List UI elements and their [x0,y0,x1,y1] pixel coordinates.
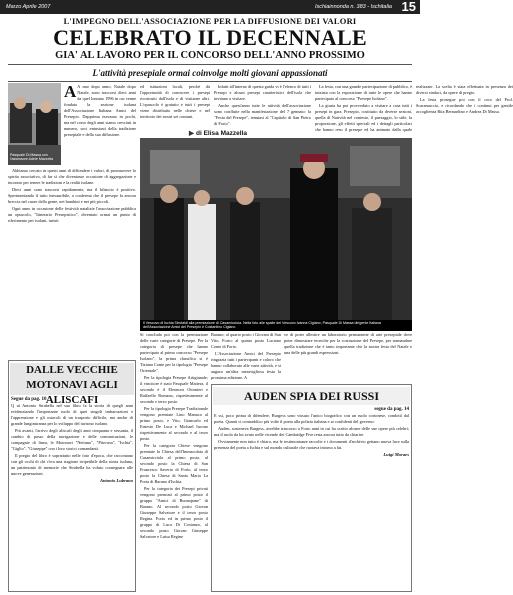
article-column-5 [284,332,412,380]
paragraph: Il pregio del libro è soprattutto nelle foto d'epoca, che raccontano con gli occhi di chi c'era una stagione irripetibile della storia isolana, un patrimonio di memorie che Strabella ha voluto consegnare alle nuove generazioni. [11,453,133,476]
paragraph: Per la tipologia Presepe Artigianale: il vincitore è stato Pasquale Mattera, il secondo è il Eleonora Ottonieri e Raffaello Romano, rispettivamente al secondo e terzo posto. [140,375,208,404]
article-column-3 [140,332,208,594]
paragraph: L'Associazione Amici del Presepio ringrazia tutti i partecipanti e coloro che hanno collaborato alle varie attività, e si augura un'altra meravigliosa festa la prossima edizione. A [211,351,281,380]
paragraph: Per la categoria Chiese vengono premiate la Chiesa dell'Immacolata di Casamicciola al primo posto, al secondo posto la Chiesa di San Francesco Saverio di Forio, al terzo posto la Chiesa di Santa Maria La Porta di Barano d'Ischia. [140,443,208,484]
article-motonavi-author: Antonio Lubrano [99,478,133,483]
article-tagline: L'attività presepiale ormai coinvolge molti giovani appassionati [92,68,328,78]
photo-vescovo-image [140,138,412,320]
article-column-1b [8,168,136,358]
drop-cap: A [64,82,77,101]
paragraph: ed istituzioni locali, perché dà l'opportunità di conoscere i presepi ricostruiti dall'isola e di visitarne altri. L'opuscolo è gratuito e tutti i presepi viene distribuito nelle chiese e nel territorio dei nostri sei comuni. [140,84,210,119]
article-headline: CELEBRATO IL DECENNALE [53,25,367,50]
paragraph: La festa prosegue poi con il coro del Prof. Scaramuccio, e ricordando che i continui per gentile accoglienza Rita Bernardino e Andrea Di Massa. [416,97,513,114]
photo-caption-right: Il Vescovo di Ischia Strofaldi alla premiazione di Casamicciola. Nella foto alle spalle del Vescovo Ivanna Ciglano, Pasquale Di Massa dirigente Italiana dell'Associazione Amici del Presepio e Costantino Ciglano [140,320,412,331]
article-motonavi-body [11,397,133,589]
paragraph: Anche quest'anno tutte le attività dell'associazione sono confluite nella manifestazione del 7 gennaio: la "Festa del Presepe", tenutasi al "Capitolo di San Pietro di Forio". [214,103,311,126]
byline: ▶ di Elisa Mazzella [189,130,247,137]
article-kicker: L'IMPEGNO DELL'ASSOCIAZIONE PER LA DIFFUSIONE DEI VALORI [63,16,357,26]
article-subheadline: GIA' AL LAVORO PER IL CONCORSO DELL'ANNO PROSSIMO [55,50,365,61]
paragraph: Per la tipologia Presepe Tradizionale vengono premiate Lino Manuca al primo posto, e Vito, Giancarlo ed Ernesto De Luca e Michael Iacono rispettivamente al secondo e al terzo posto. [140,406,208,441]
issue-date: Marzo Aprile 2007 [6,4,51,10]
article-motonavi-headline: DALLE VECCHIE MOTONAVI AGLI ALISCAFI [10,363,134,395]
paragraph: A nno dopo anno, Natale dopo Natale, sono trascorsi dieci anni da quel lontano 1996 in cui venne fondata la sezione isolana dell'Associazione Italiana Amici del Presepio. Dapprima eravamo in pochi, ma nel corso degli anni siamo cresciuti in numero, soci entusiasti della tradizione presepiale e della sua diffusione. [64,84,136,137]
photo-caption-left: Pasquale Di Massa con l'assessore Adele Mazzella [10,152,54,161]
divider [8,64,412,65]
article-auden-body [214,407,409,589]
article-column-4 [211,332,281,382]
article-motonavi-kicker: Segue da pag. 10 [11,397,47,402]
paragraph: Abbiamo cercato in questi anni di diffondere i valori, di promuovere lo spirito associativo, di far sì che diventasse occasione di aggregazione e incontro per tenere le tradizioni e la realtà isolane. [8,168,136,185]
paragraph: Q ui Antonio Strabella nel suo libro fa la storia di quegli anni evidenziando l'importante ruolo di quei singoli imbarcazioni e l'apprensione e gli ostacoli di un trasporto difficile, ma anche di grande lungimiranza per lo sviluppo del turismo isolano. [11,403,133,426]
paragraph: E ssi, poco prima di difendere, Burgess sono vissuto l'unico biografico con un ruolo cortonese, condotti dal poeta. Quanti ci contraddico più volte il poeta alla polizia italiana e ai confidenti del governo. [214,413,409,424]
paragraph: ve di poter allestire un laboratorio permanente di arte presepiale dove poter dimostrare tecniche per la costruzione del Presepe, per tramandare quella tradizione che è tanto importante che la nostra festa del Natale e una delle più grandi espressioni. [284,332,412,355]
paragraph: La giuria ha poi provveduto a visitare a casa tutti i presepi in gara. Presepio, costituito da diverse sezioni, quella di Natività nel contesto, il paesaggio, lo stile, la proporzione, gli effetti speciali ed i dettagli particolari che hanno reso il presepe ed ha animato dalla quale realizzate. La scelta è stata effettuata in presenza dei diversi sindaci, da opere di pregio. [315,84,513,132]
paragraph: Barano; al quarto posto i Giovani di San Vito, Forio; al quinto posto Luciano Conte di Forio. [211,332,281,349]
photo-assessore [8,83,61,165]
publication-name: Ischiainnonda n. 383 - Ischitalia [314,4,392,10]
photo-vescovo [140,138,412,320]
article-auden-author: Luigi Moraes [383,452,409,457]
paragraph: Si concluda poi con la premiazione delle varie categorie di Presepe. Per la categoria di presepe che hanno partecipato al primo concorso "Presepe Isolano", la prima classifica si è Tiziana Conte per la tipologia "Presepe Orientale". [140,332,208,373]
article-column-1 [64,84,136,166]
byline-text: di Elisa Mazzella [196,130,247,137]
page-number: 15 [401,0,416,14]
article-column-2 [140,84,210,128]
paragraph: Ogni anno in occasione delle festività natalizie l'associazione pubblica un opuscolo, "Itinerario Presepistico", diventato ormai un punto di riferimento per isolani, turisti [8,206,136,223]
paragraph: La festa, con una grande partecipazione di pubblico, è iniziata con la esposizione di tutte le opere che hanno partecipato al concorso "Presepe Isolano". [315,84,412,101]
page-header-bar [0,0,420,14]
paragraph: Infatti all'interno di questa guida vi è l'elenco di tutti i Presepi e alcuni presepi caratteristici dell'isola che invitano a visitare. [214,84,311,101]
paragraph: Più avanti, l'arrivo degli aliscafi degli anni cinquanta e sessanta, il cambio di passo della navigazione e delle comunicazioni, le compagnie di linea, le Motonavi "Nettuno", "Pitecusa", "Ischia", "Giglio", "Giuseppe" con i loro storici comandanti. [11,428,133,451]
paragraph: Per la categoria dei Presepi privati vengono premiati al primo posto il gruppo "Amici di Buonopane" di Barano. Al secondo posto Giovan Giuseppe Salvatore e il terzo posto Regina. Forio ed in primo posto il gruppo di Luca Di Costanzo, al secondo posto Giovan Giuseppe Salvatore e Luisa Regine [140,486,208,539]
paragraph: Auden, sosteneva Burgess, avrebbe trascorso a Forio anni in cui ha scritto alcune delle sue opere più celebri; ma il ruolo da lui avuto nelle vicende dei Cambridge Five resta ancora tutto da chiarire. [214,426,409,437]
paragraph: Ovviamente non tutto è chiaro, ma le testimonianze raccolte e i documenti d'archivio gettano nuova luce sulla presenza del poeta a Ischia e sul mondo culturale che ruotava intorno a lui. [214,439,409,450]
article-auden-kicker: segue da pag. 14 [374,407,409,412]
article-auden-headline: AUDEN SPIA DEI RUSSI [213,387,410,405]
paragraph: Dieci anni sono trascorsi rapidamente, ma il bilancio è positivo. Sperimentando il tutto inesauribile, a conferma che il presepe fa ancora breccia nel cuore della gente, nei bambini e nei più piccoli. [8,187,136,204]
